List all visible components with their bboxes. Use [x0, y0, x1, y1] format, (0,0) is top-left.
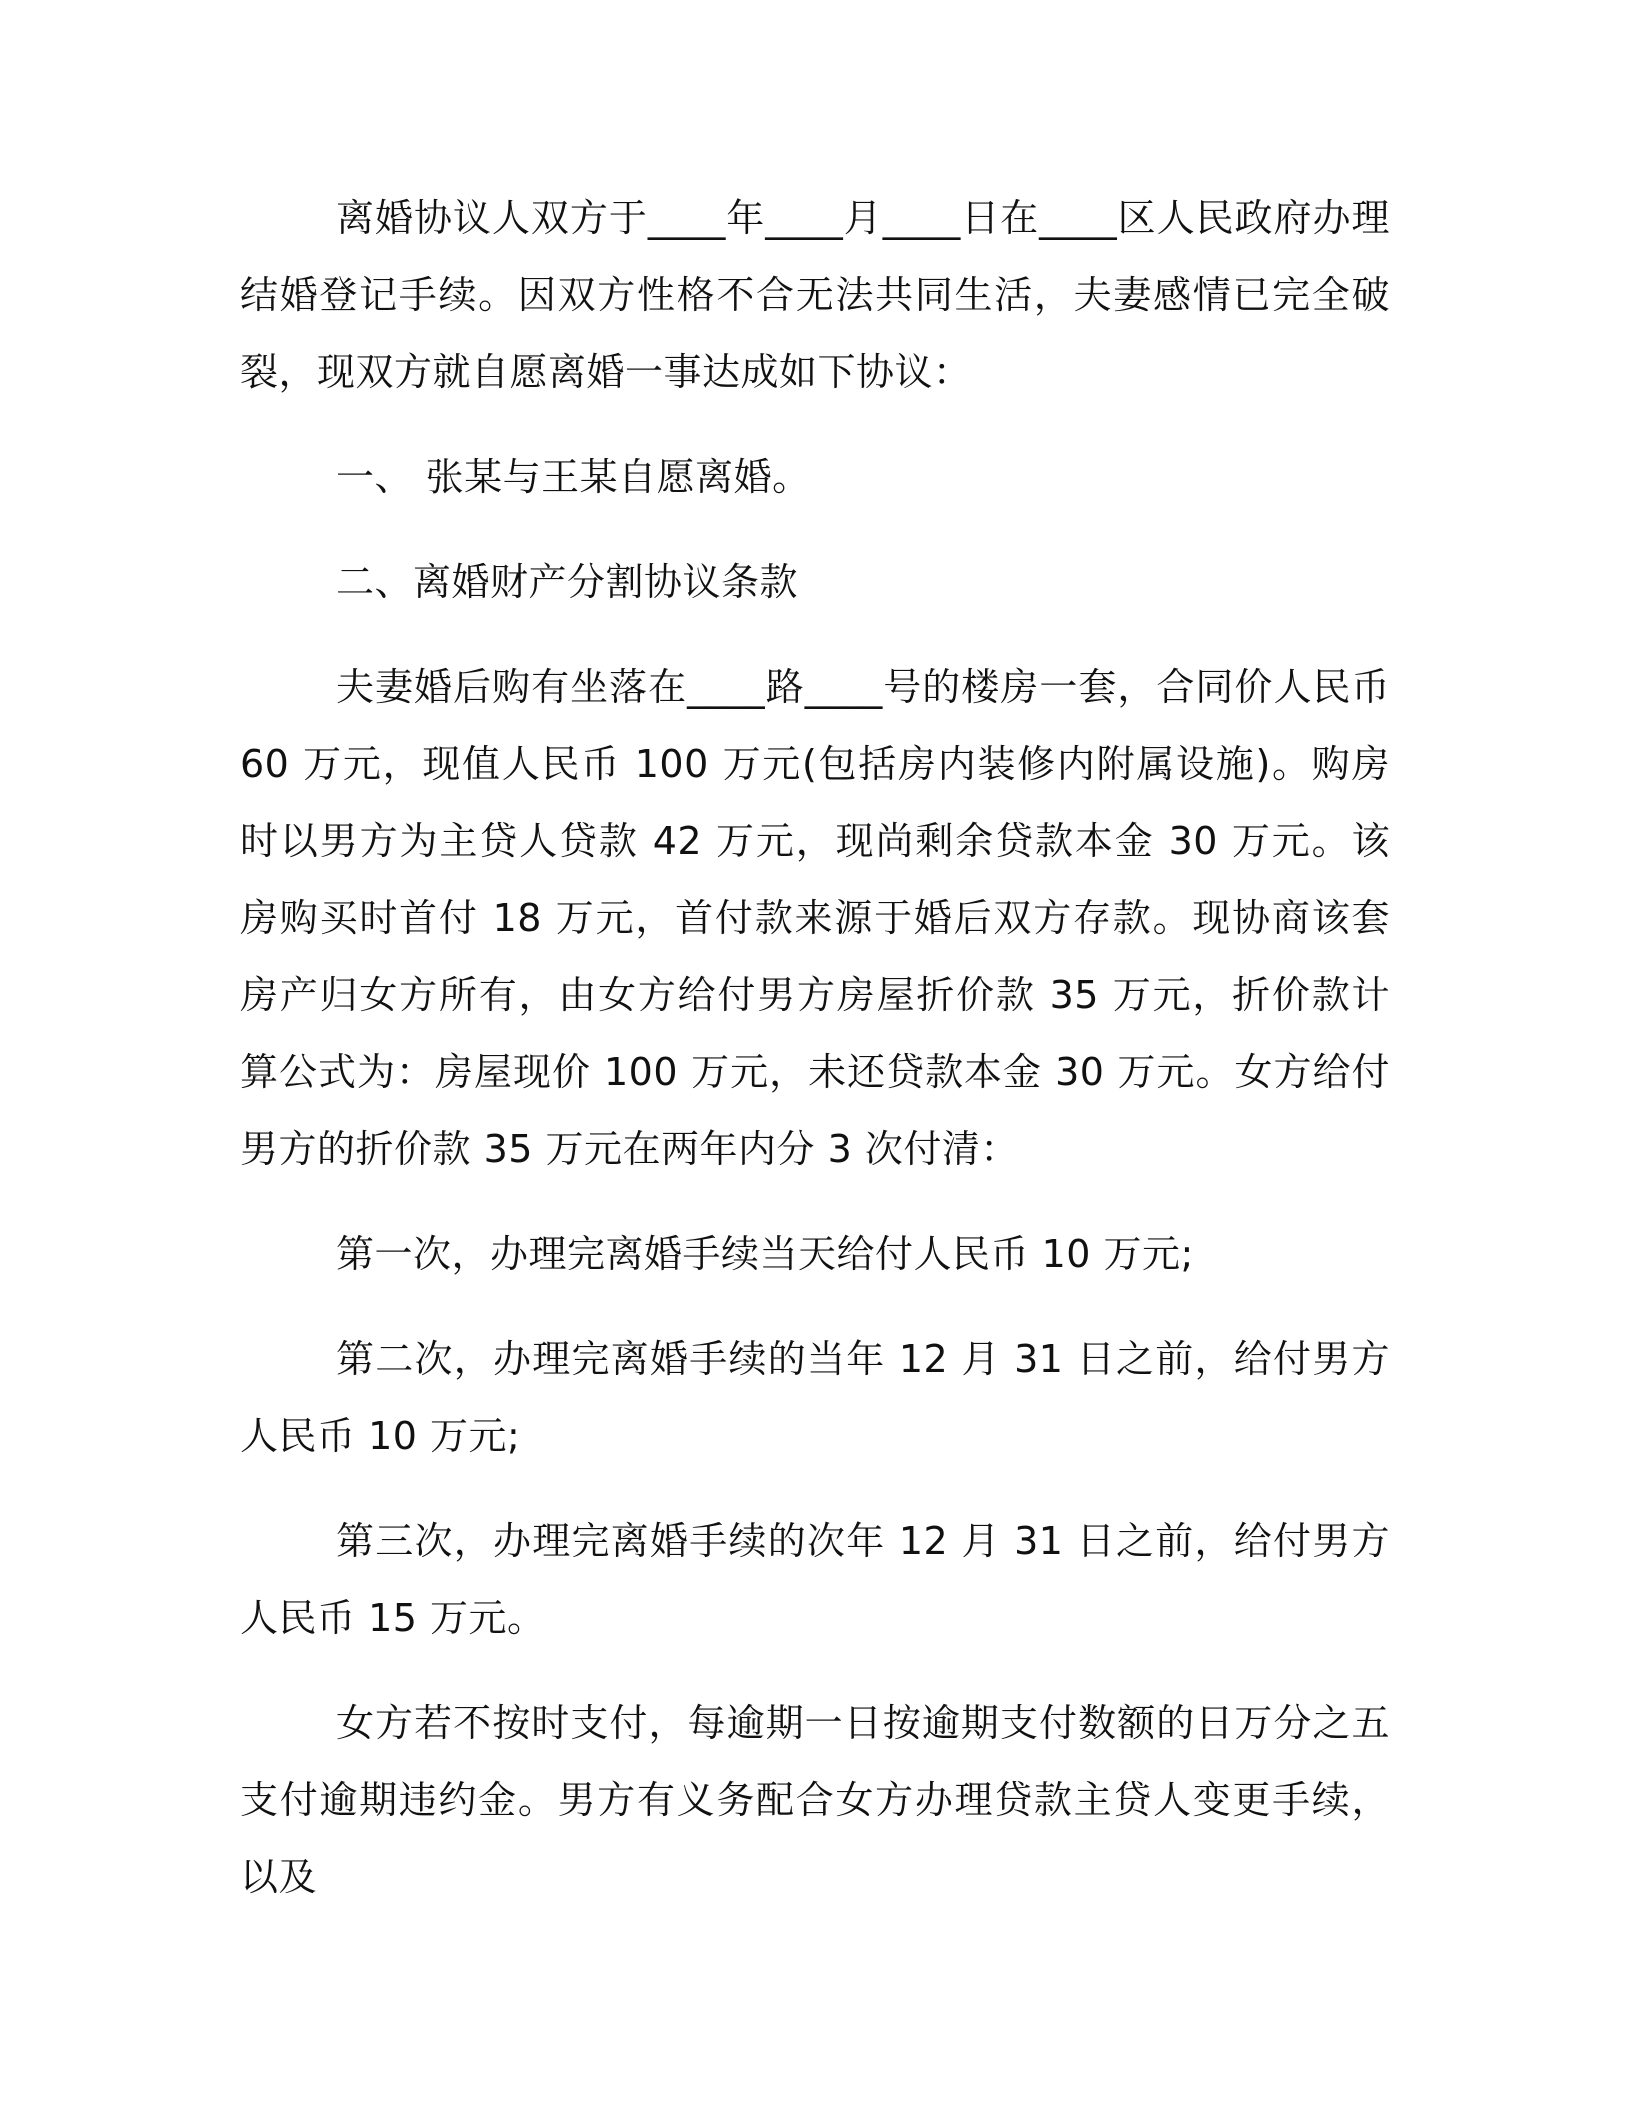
paragraph-property-terms: 夫妻婚后购有坐落在____路____号的楼房一套，合同价人民币 60 万元，现值人民币 100 万元(包括房内装修内附属设施)。购房时以男方为主贷人贷款 42 万元，现尚剩余贷款本金 30 万元。该房购买时首付 18 万元，首付款来源于婚后双方存款。现协商该套房产归女方所有，由女方给付男方房屋折价款 35 万元，折价款计算公式为：房屋现价 100 万元，未还贷款本金 30 万元。女方给付男方的折价款 35 万元在两年内分 3 次付清：: [240, 665, 1390, 1171]
paragraph-clause-2-heading: 二、离婚财产分割协议条款: [336, 560, 799, 604]
paragraph-preamble: 离婚协议人双方于____年____月____日在____区人民政府办理结婚登记手续。因双方性格不合无法共同生活，夫妻感情已完全破裂，现双方就自愿离婚一事达成如下协议：: [240, 196, 1390, 394]
paragraph-clause-1: 一、 张某与王某自愿离婚。: [336, 455, 811, 499]
document-body: [240, 180, 1390, 1916]
paragraph-payment-1: 第一次，办理完离婚手续当天给付人民币 10 万元;: [336, 1232, 1194, 1276]
paragraph-penalty: 女方若不按时支付，每逾期一日按逾期支付数额的日万分之五支付逾期违约金。男方有义务配合女方办理贷款主贷人变更手续，以及: [240, 1701, 1390, 1899]
paragraph-payment-2: 第二次，办理完离婚手续的当年 12 月 31 日之前，给付男方人民币 10 万元;: [240, 1337, 1390, 1458]
paragraph-payment-3: 第三次，办理完离婚手续的次年 12 月 31 日之前，给付男方人民币 15 万元。: [240, 1519, 1390, 1640]
